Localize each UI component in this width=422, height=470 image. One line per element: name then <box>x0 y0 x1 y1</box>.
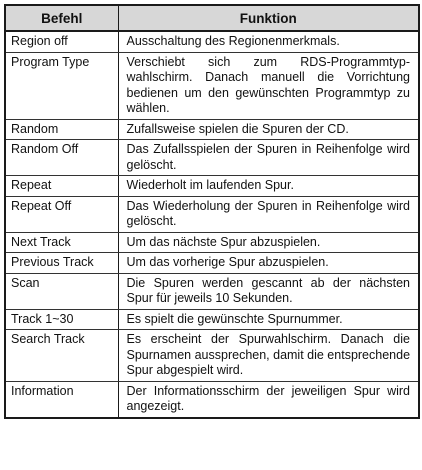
function-cell: Das Wiederholung der Spuren in Reihenfolge wird gelöscht. <box>118 196 419 232</box>
command-cell: Program Type <box>5 52 118 119</box>
command-cell: Search Track <box>5 330 118 382</box>
command-cell: Repeat Off <box>5 196 118 232</box>
function-cell: Um das nächste Spur abzuspielen. <box>118 232 419 253</box>
table-header-row <box>5 5 419 31</box>
table-row <box>5 330 419 382</box>
command-cell: Region off <box>5 31 118 52</box>
function-cell: Es spielt die gewünschte Spurnummer. <box>118 309 419 330</box>
command-cell: Random Off <box>5 140 118 176</box>
table-row <box>5 176 419 197</box>
function-cell: Ausschaltung des Regionenmerkmals. <box>118 31 419 52</box>
command-cell: Scan <box>5 273 118 309</box>
table-row <box>5 31 419 52</box>
voice-command-table <box>4 4 420 419</box>
function-cell: Zufallsweise spielen die Spuren der CD. <box>118 119 419 140</box>
table-row <box>5 381 419 418</box>
header-funktion: Funktion <box>118 5 419 31</box>
command-table-wrapper <box>4 4 418 419</box>
header-befehl: Befehl <box>5 5 118 31</box>
command-cell: Track 1~30 <box>5 309 118 330</box>
function-cell: Verschiebt sich zum RDS-Programmtyp-wahlschirm. Danach manuell die Vorrichtung bedienen um den gewünschten Programmtyp zu wählen. <box>118 52 419 119</box>
function-cell: Die Spuren werden gescannt ab der nächsten Spur für jeweils 10 Sekunden. <box>118 273 419 309</box>
command-cell: Next Track <box>5 232 118 253</box>
table-row <box>5 196 419 232</box>
table-row <box>5 52 419 119</box>
function-cell: Es erscheint der Spurwahlschirm. Danach die Spurnamen aussprechen, damit die entsprechende Spur abgespielt wird. <box>118 330 419 382</box>
function-cell: Um das vorherige Spur abzuspielen. <box>118 253 419 274</box>
command-cell: Information <box>11 383 74 398</box>
function-cell: Wiederholt im laufenden Spur. <box>118 176 419 197</box>
table-row <box>5 232 419 253</box>
command-cell: Previous Track <box>5 253 118 274</box>
command-cell: Random <box>5 119 118 140</box>
function-cell: Der Informationsschirm der jeweiligen Spur wird angezeigt. <box>118 381 419 418</box>
function-cell: Das Zufallsspielen der Spuren in Reihenfolge wird gelöscht. <box>118 140 419 176</box>
table-row <box>5 253 419 274</box>
table-row <box>5 119 419 140</box>
table-row <box>5 140 419 176</box>
table-row <box>5 273 419 309</box>
command-cell: Repeat <box>5 176 118 197</box>
table-row <box>5 309 419 330</box>
